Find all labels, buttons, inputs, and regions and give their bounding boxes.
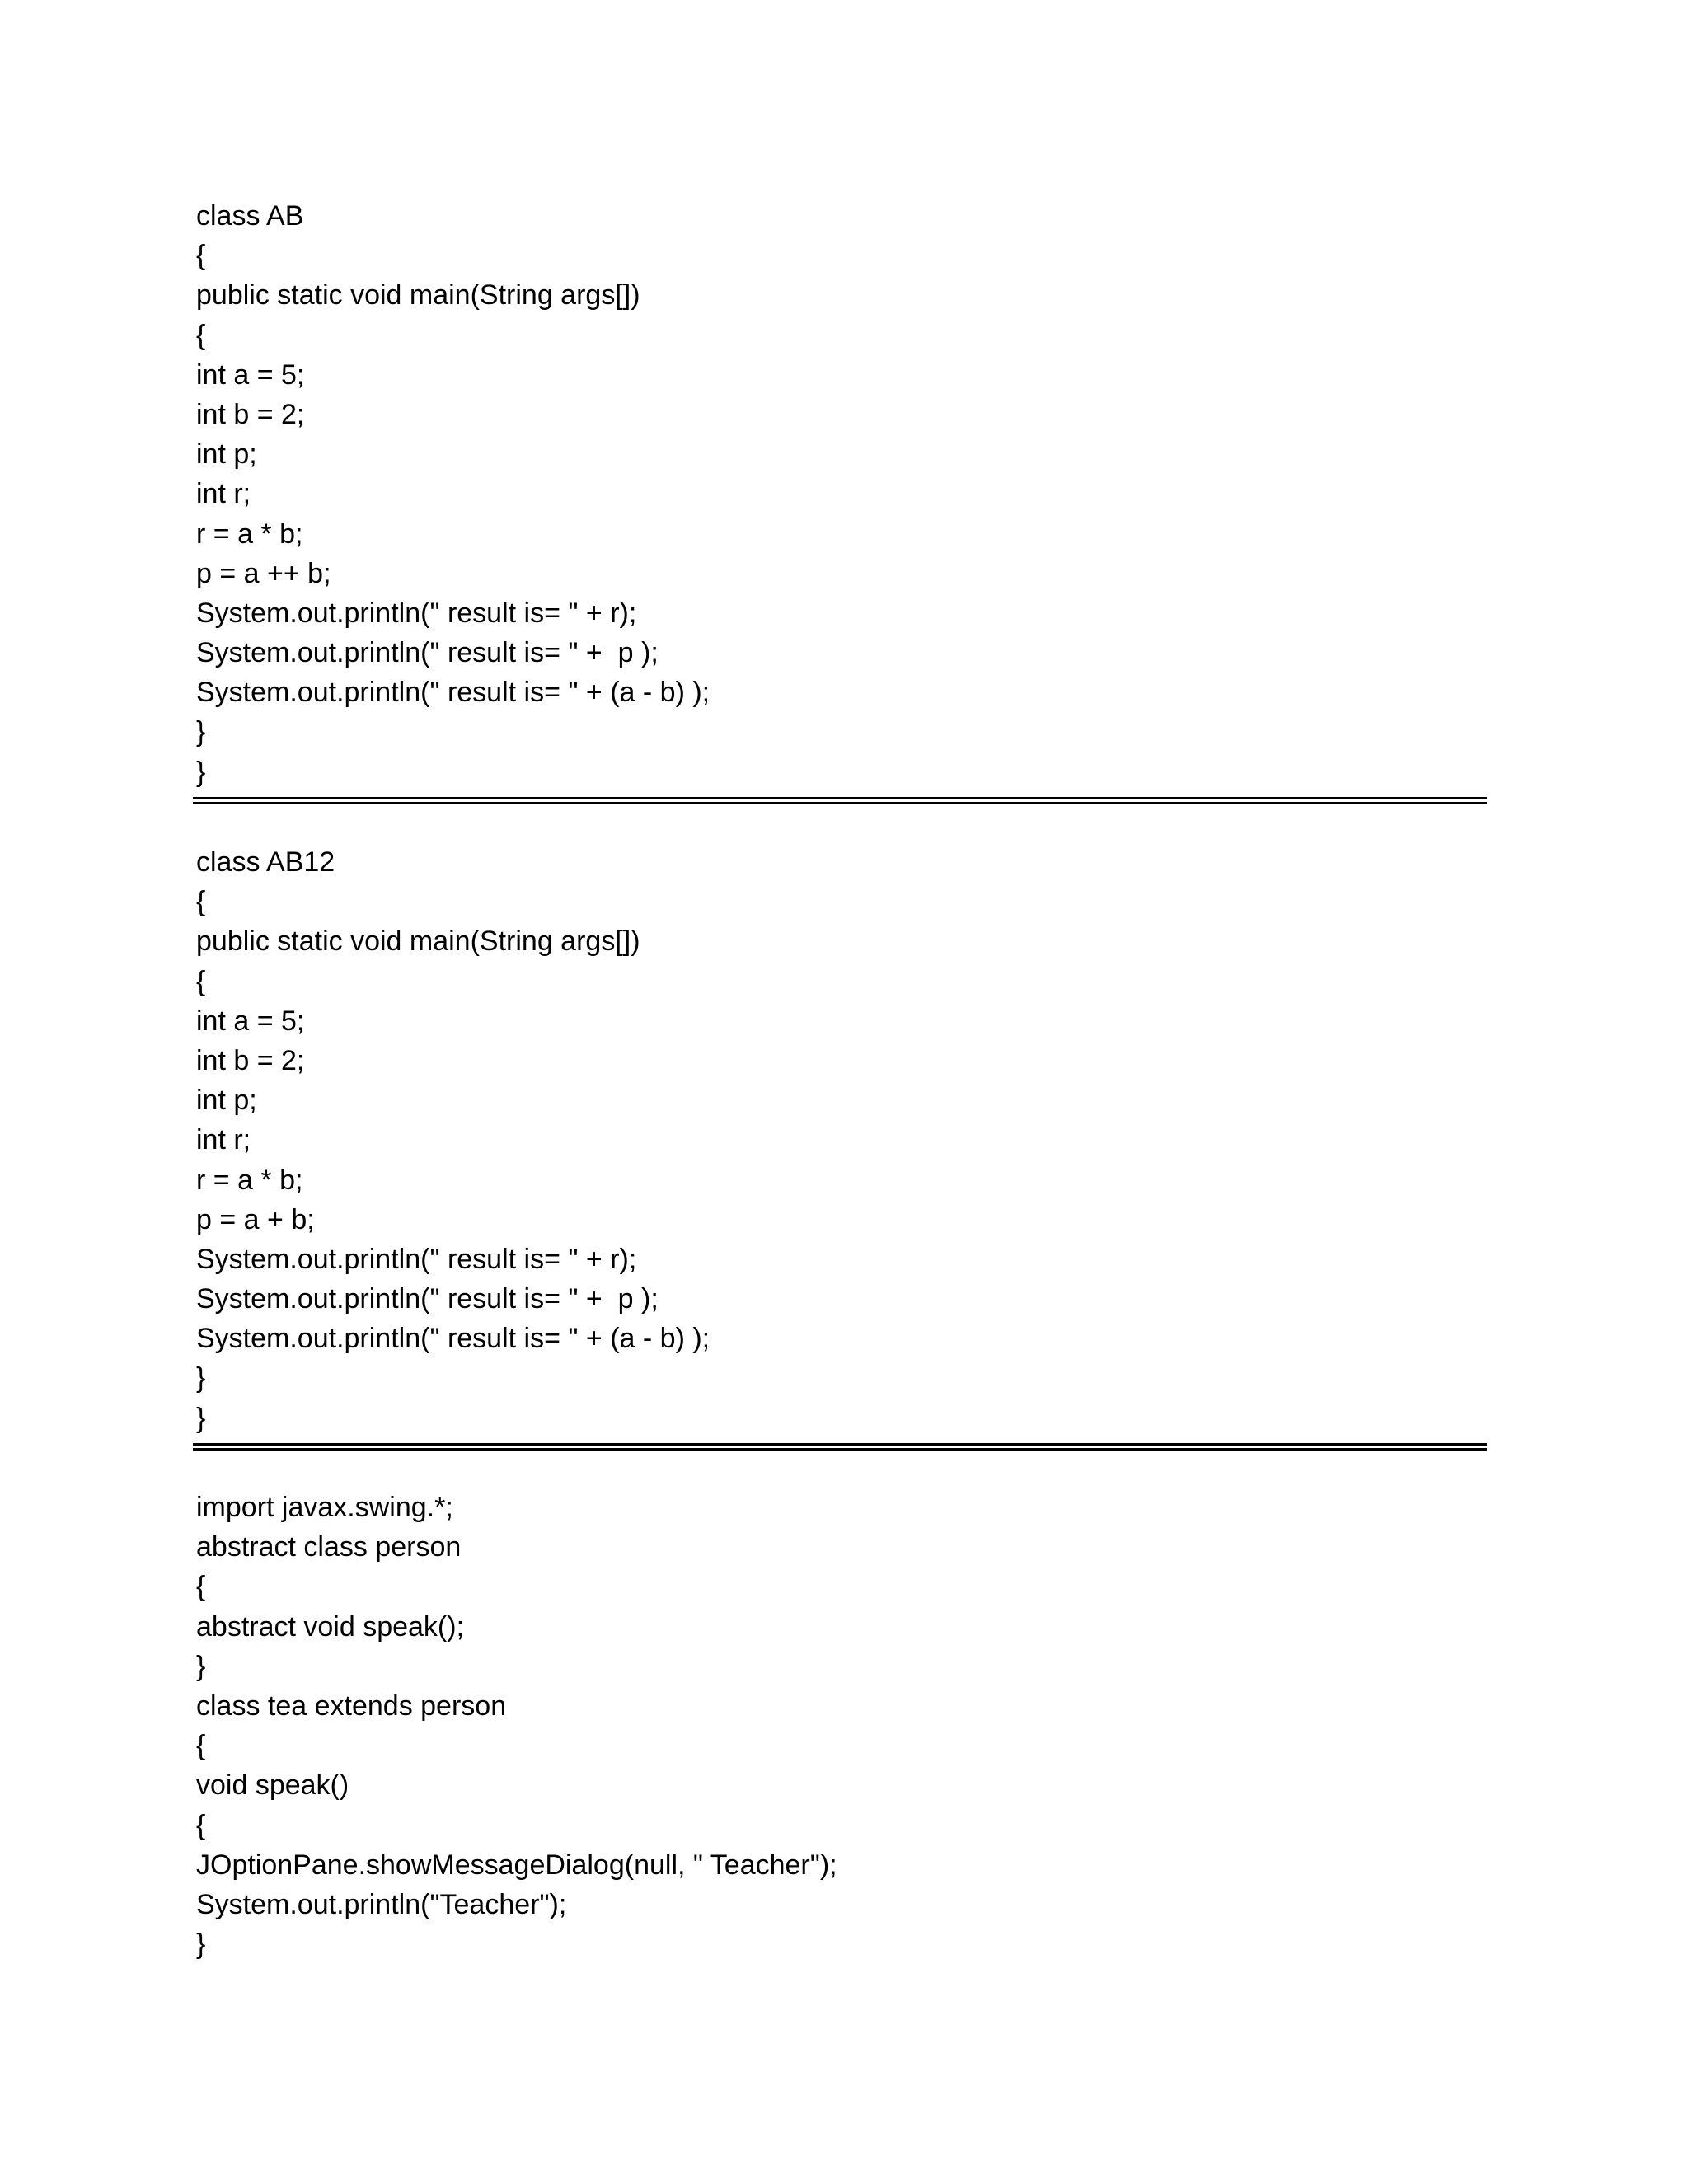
code-line: int p; [196, 1085, 257, 1117]
code-line: import javax.swing.*; [196, 1492, 453, 1523]
code-line: public static void main(String args[]) [196, 926, 640, 958]
code-line: } [196, 756, 206, 788]
code-line: JOptionPane.showMessageDialog(null, " Teacher"); [196, 1849, 837, 1881]
code-line: abstract void speak(); [196, 1610, 465, 1643]
code-line: p = a + b; [196, 1203, 315, 1235]
double-rule-divider [193, 797, 1487, 804]
code-line: } [196, 716, 206, 748]
code-line: System.out.println(" result is= " + r); [196, 597, 637, 629]
code-line: int b = 2; [196, 1044, 305, 1076]
code-line: { [196, 240, 206, 272]
code-line: int p; [196, 438, 257, 471]
code-line: void speak() [196, 1769, 349, 1802]
code-line: r = a * b; [196, 518, 303, 550]
code-line: System.out.println(" result is= " + p ); [196, 637, 659, 669]
code-line: int a = 5; [196, 1005, 305, 1037]
code-line: public static void main(String args[]) [196, 279, 640, 312]
code-line: { [196, 319, 206, 351]
code-line: { [196, 1809, 206, 1841]
code-line: p = a ++ b; [196, 557, 331, 589]
code-line: } [196, 1362, 206, 1394]
double-rule-divider [193, 1443, 1487, 1451]
code-line: r = a * b; [196, 1164, 303, 1196]
code-line: abstract class person [196, 1531, 462, 1563]
code-block-abstract-person [196, 1488, 837, 1964]
code-line: System.out.println("Teacher"); [196, 1888, 567, 1920]
code-line: int r; [196, 478, 251, 510]
code-line: { [196, 1571, 206, 1603]
code-line: int b = 2; [196, 398, 305, 430]
code-line: class tea extends person [196, 1690, 507, 1722]
code-line: } [196, 1929, 206, 1961]
code-line: int a = 5; [196, 359, 305, 391]
code-line: { [196, 1730, 206, 1762]
code-line: System.out.println(" result is= " + (a - b) ); [196, 677, 710, 709]
code-line: } [196, 1402, 206, 1434]
code-line: class AB12 [196, 846, 335, 878]
code-line: class AB [196, 200, 304, 232]
code-block-class-ab [196, 196, 710, 792]
code-line: System.out.println(" result is= " + r); [196, 1243, 637, 1275]
code-line: System.out.println(" result is= " + p ); [196, 1283, 659, 1315]
code-line: { [196, 965, 206, 997]
code-line: int r; [196, 1124, 251, 1156]
code-line: } [196, 1650, 206, 1682]
code-line: { [196, 886, 206, 918]
code-block-class-ab12 [196, 842, 710, 1438]
code-line: System.out.println(" result is= " + (a - b) ); [196, 1323, 710, 1355]
